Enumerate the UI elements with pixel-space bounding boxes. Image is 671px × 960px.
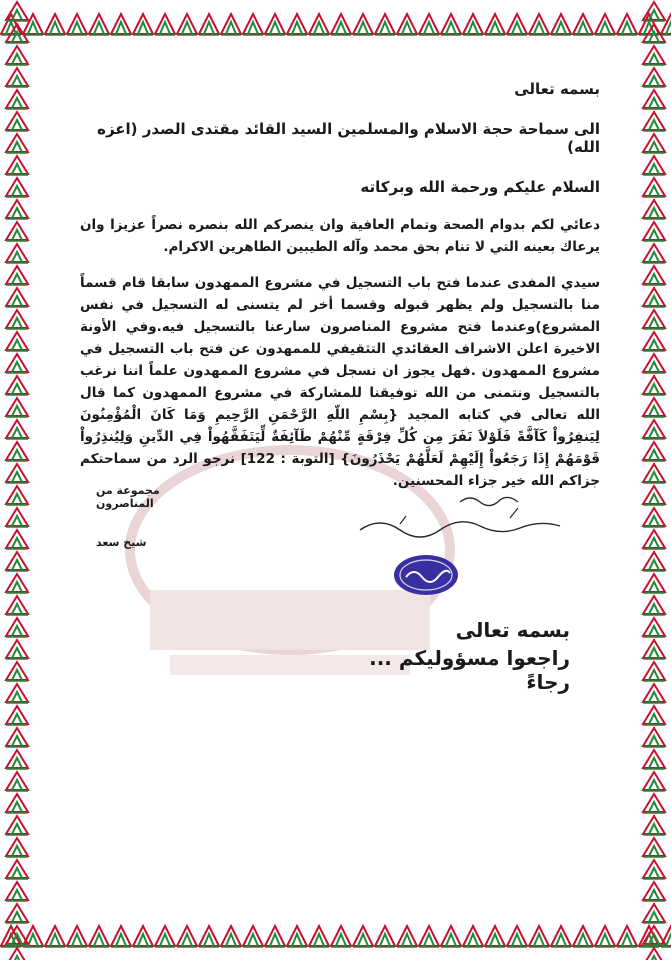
reply-text: راجعوا مسؤوليكم ... رجاءً <box>369 646 570 694</box>
left-border <box>4 0 30 960</box>
paragraph-request: سيدي المفدى عندما فتح باب التسجيل في مشروع الممهدون سابقا قام قسماً منا بالتسجيل ولم يظهر قبوله وقسما أخر لم يتسنى له التسجيل في نفس المشروع)وعندما فتح مشروع المناصرون سارعنا بالتسجيل فيه.وفي الأونة الاخيرة اعلن الاشراف العقائدي التثقيفي للممهدون عن فتح باب التسجيل في مشروع الممهدون .فهل يجوز ان نسجل في مشروع الممهدون علماً اننا نرغب بالتسجيل ونتمنى من الله توفيقنا للمشاركة في مشروع الممهدون كما قال الله تعالى في كتابه المجيد {بِسْمِ اللّهِ الرَّحْمَنِ الرَّحِيمِ وَمَا كَانَ الْمُؤْمِنُونَ لِيَنفِرُواْ كَآفَّةً فَلَوْلاَ نَفَرَ مِن كُلِّ فِرْقَةٍ مِّنْهُمْ طَآئِفَةٌ لِّيَتَفَقَّهُواْ فِي الدِّينِ وَلِيُنذِرُواْ قَوْمَهُمْ إِذَا رَجَعُواْ إِلَيْهِمْ لَعَلَّهُمْ يَحْذَرُونَ} [التوبة : 122] نرجو الرد من سماحتكم جزاكم الله خير جزاء المحسنين. <box>80 275 601 489</box>
handwritten-reply-signature <box>340 488 580 548</box>
letter-body <box>80 80 600 506</box>
salutation: بسمه تعالى <box>514 80 600 98</box>
signer-group: مجموعة من المناصرون <box>96 484 160 510</box>
top-border <box>0 10 671 36</box>
greeting: السلام عليكم ورحمة الله وبركاته <box>360 178 600 196</box>
bottom-border <box>0 922 671 948</box>
typed-reply <box>330 618 570 694</box>
reply-salutation: بسمه تعالى <box>455 618 570 642</box>
addressee: الى سماحة حجة الاسلام والمسلمين السيد القائد مقتدى الصدر (اعزه الله) <box>97 120 600 156</box>
signer-name: شيخ سعد <box>96 536 147 549</box>
right-border <box>641 0 667 960</box>
signature-block <box>96 484 216 575</box>
paragraph-prayer: دعائي لكم بدوام الصحة وتمام العافية وان ينصركم الله بنصره نصراً عزيزا وان يرعاك بعينه التي لا تنام بحق محمد وآله الطيبين الطاهرين الاكرام. <box>80 217 600 255</box>
seal-stamp <box>392 553 460 597</box>
